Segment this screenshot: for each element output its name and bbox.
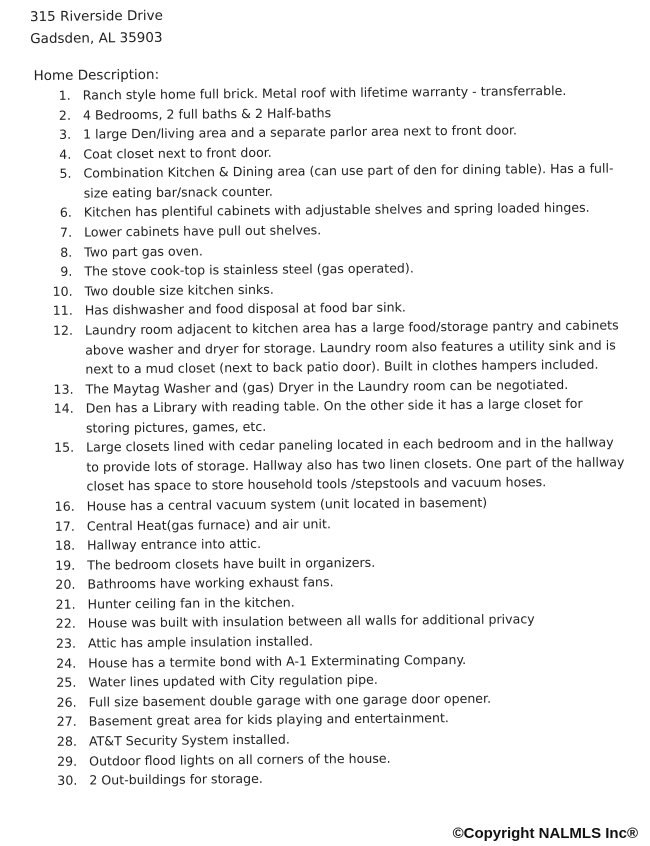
feature-item-number: 30. [57,772,78,789]
feature-item-text: House has a termite bond with A-1 Exterminating Company. [88,651,467,671]
feature-item-text: Ranch style home full brick. Metal roof with lifetime warranty - transferrable. [82,82,567,103]
feature-item-text: 4 Bedrooms, 2 full baths & 2 Half-baths [82,104,332,123]
feature-item-text: Full size basement double garage with one garage door opener. [88,690,492,710]
feature-item-text: House has a central vacuum system (unit located in basement) [86,494,488,514]
feature-item-number: 26. [56,694,77,710]
address-line-street: 315 Riverside Drive [29,7,164,26]
feature-item-text: Water lines updated with City regulation pipe. [88,672,378,690]
feature-item-text: Kitchen has plentiful cabinets with adjustable shelves and spring loaded hinges. [83,200,590,221]
feature-item-number: 9. [60,263,73,280]
feature-item-number: 11. [52,303,73,319]
feature-item-number: 6. [59,205,72,221]
feature-item-number: 2. [58,107,71,123]
feature-item-number: 28. [56,733,77,749]
feature-item-number: 8. [60,244,73,260]
feature-item-text: The bedroom closets have built in organizers. [87,554,376,573]
feature-item-number: 13. [53,381,74,397]
feature-item-text: Basement great area for kids playing and entertainment. [88,710,449,730]
feature-item-text: Large closets lined with cedar paneling located in each bedroom and in the hallway to provide lots of storage. Hallway also has two linen closets. One part of the hallway closet has space to store household tools /stepstools and vacuum hoses. [86,434,625,494]
feature-item-number: 17. [54,518,75,534]
feature-item-number: 21. [55,596,76,612]
feature-item-number: 1. [58,87,71,103]
feature-item-number: 12. [52,322,74,338]
copyright-watermark: ©Copyright NALMLS Inc® [452,825,638,842]
feature-item-text: The Maytag Washer and (gas) Dryer in the Laundry room can be negotiated. [85,376,569,397]
feature-item-number: 27. [56,714,77,730]
feature-item-text: Attic has ample insulation installed. [87,633,314,651]
feature-item-text: Two double size kitchen sinks. [84,281,274,299]
feature-item-number: 14. [53,400,74,417]
feature-item-number: 10. [52,283,73,299]
feature-item-number: 18. [54,537,76,553]
feature-list-item [46,394,636,439]
home-description-heading: Home Description: [33,66,160,85]
feature-item-text: Hunter ceiling fan in the kitchen. [87,594,295,612]
feature-item-text: Bathrooms have working exhaust fans. [87,574,334,592]
feature-item-text: Central Heat(gas furnace) and air unit. [86,515,331,534]
feature-list [43,80,640,790]
feature-item-number: 15. [54,440,75,456]
feature-item-number: 23. [55,635,77,651]
feature-item-text: House was built with insulation between all walls for additional privacy [87,611,535,632]
feature-item-number: 4. [59,146,72,162]
feature-item-text: Coat closet next to front door. [83,144,272,162]
feature-item-number: 29. [57,753,78,769]
feature-item-text: Has dishwasher and food disposal at food bar sink. [84,299,406,319]
feature-item-number: 25. [56,674,77,691]
feature-list-item [45,315,636,379]
feature-item-number: 16. [54,498,75,514]
feature-item-number: 7. [59,224,73,240]
feature-item-text: 1 large Den/living area and a separate parlor area next to front door. [83,122,518,142]
feature-item-number: 3. [58,126,72,143]
feature-list-item [43,159,633,204]
property-address [30,5,163,50]
feature-item-text: Combination Kitchen & Dining area (can use part of den for dining table). Has a full-size eating bar/snack counter. [83,160,614,201]
feature-item-number: 19. [55,557,76,573]
feature-item-number: 22. [55,616,76,632]
feature-item-text: Outdoor flood lights on all corners of the house. [89,750,391,769]
feature-item-text: 2 Out-buildings for storage. [89,771,263,788]
feature-item-text: Hallway entrance into attic. [86,535,262,553]
feature-item-text: Lower cabinets have pull out shelves. [83,222,322,240]
feature-list-item [46,433,637,497]
feature-item-number: 24. [56,655,77,671]
feature-item-number: 20. [55,576,76,593]
feature-item-text: The stove cook-top is stainless steel (gas operated). [84,260,414,279]
feature-item-text: Two part gas oven. [84,243,203,260]
feature-item-number: 5. [59,166,72,182]
feature-item-text: AT&T Security System installed. [88,731,290,749]
feature-item-text: Den has a Library with reading table. On the other side it has a large closet for storing pictures, games, etc. [85,396,583,436]
address-line-city: Gadsden, AL 35903 [30,29,163,48]
feature-item-text: Laundry room adjacent to kitchen area has a large food/storage pantry and cabinets above washer and dryer for storage. Laundry room also features a utility sink and is next to a mud closet (next to back patio door). Built in clothes hampers included. [84,317,619,377]
